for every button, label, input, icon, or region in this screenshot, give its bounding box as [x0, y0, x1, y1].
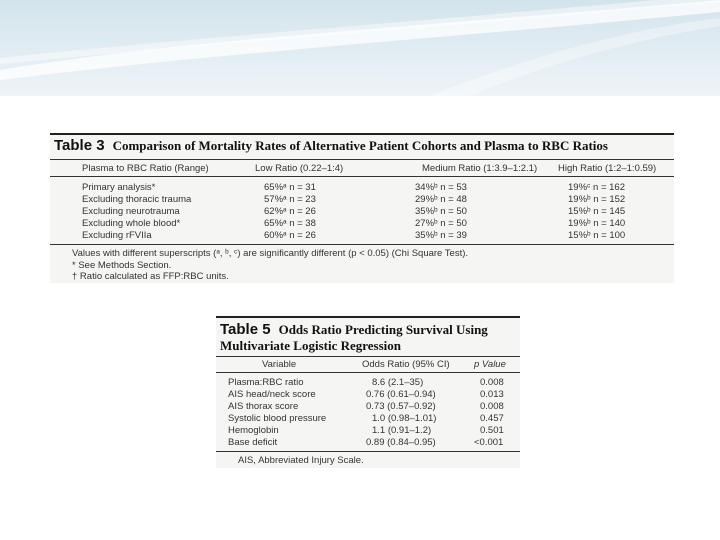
- table-row-label: AIS head/neck score: [228, 389, 316, 400]
- table-cell: 15%ᵇ n = 145: [568, 206, 626, 217]
- header-banner: [0, 0, 720, 96]
- table-cell: 57%ᵃ n = 23: [264, 194, 316, 205]
- table-cell: 62%ᵃ n = 26: [264, 206, 316, 217]
- table-cell: 35%ᵇ n = 50: [415, 206, 467, 217]
- table-cell: 0.501: [480, 425, 504, 436]
- table-cell: 19%ᵇ n = 152: [568, 194, 626, 205]
- table-cell: 0.008: [480, 401, 504, 412]
- decorative-swoosh: [0, 0, 720, 96]
- table-5-label: Table 5: [220, 321, 271, 338]
- table-cell: 34%ᵇ n = 53: [415, 182, 467, 193]
- table-row-label: Base deficit: [228, 437, 278, 448]
- table-3: [50, 133, 674, 283]
- table-5-caption-line1: Odds Ratio Predicting Survival Using: [278, 322, 488, 337]
- table-3-title: [54, 137, 608, 157]
- table-5-header-rule-bottom: [216, 372, 520, 373]
- table-cell: 0.73 (0.57–0.92): [366, 401, 436, 412]
- table-5-footnote: AIS, Abbreviated Injury Scale.: [238, 455, 364, 466]
- table-row-label: Excluding rFVIIa: [82, 230, 152, 241]
- table-cell: 0.013: [480, 389, 504, 400]
- table-row-label: Plasma:RBC ratio: [228, 377, 304, 388]
- table-3-bottom-rule: [50, 244, 674, 245]
- table-3-caption: Comparison of Mortality Rates of Alternative Patient Cohorts and Plasma to RBC Ratios: [112, 138, 608, 153]
- table-cell: 29%ᵇ n = 48: [415, 194, 467, 205]
- table-3-header-rule-top: [50, 159, 674, 160]
- table-cell: 0.89 (0.84–0.95): [366, 437, 436, 448]
- table-cell: 0.76 (0.61–0.94): [366, 389, 436, 400]
- table-cell: 27%ᵇ n = 50: [415, 218, 467, 229]
- table-row-label: Hemoglobin: [228, 425, 279, 436]
- table-row-label: Excluding neurotrauma: [82, 206, 180, 217]
- table-5-col-header: Variable: [262, 359, 297, 370]
- table-cell: 35%ᵇ n = 39: [415, 230, 467, 241]
- table-3-label: Table 3: [54, 137, 105, 154]
- table-5-col-header: p Value: [474, 359, 506, 370]
- table-cell: 19%ᶜ n = 162: [568, 182, 625, 193]
- table-cell: 1.0 (0.98–1.01): [372, 413, 437, 424]
- table-3-col-header: Plasma to RBC Ratio (Range): [82, 163, 209, 174]
- table-cell: 65%ᵃ n = 38: [264, 218, 316, 229]
- table-3-col-header: Low Ratio (0.22–1:4): [255, 163, 344, 174]
- table-row-label: AIS thorax score: [228, 401, 299, 412]
- table-row-label: Excluding thoracic trauma: [82, 194, 192, 205]
- table-3-footnote: † Ratio calculated as FFP:RBC units.: [72, 271, 229, 282]
- table-cell: 0.457: [480, 413, 504, 424]
- table-cell: 0.008: [480, 377, 504, 388]
- table-cell: 60%ᵃ n = 26: [264, 230, 316, 241]
- table-3-col-header: Medium Ratio (1:3.9–1:2.1): [422, 163, 538, 174]
- table-3-footnote: Values with different superscripts (ᵃ, ᵇ, ᶜ) are significantly different (p < 0.05) (Chi Square Test).: [72, 248, 469, 259]
- table-row-label: Systolic blood pressure: [228, 413, 327, 424]
- table-5-col-header: Odds Ratio (95% CI): [362, 359, 450, 370]
- table-5-caption-line2: Multivariate Logistic Regression: [220, 338, 402, 353]
- table-5: [216, 316, 520, 468]
- table-3-footnote: * See Methods Section.: [72, 260, 172, 271]
- table-cell: 1.1 (0.91–1.2): [372, 425, 432, 436]
- table-row-label: Excluding whole blood*: [82, 218, 181, 229]
- table-5-bottom-rule: [216, 451, 520, 452]
- table-cell: 65%ᵃ n = 31: [264, 182, 316, 193]
- table-cell: 15%ᵇ n = 100: [568, 230, 626, 241]
- table-3-col-header: High Ratio (1:2–1:0.59): [558, 163, 657, 174]
- table-5-header-rule-top: [216, 356, 520, 357]
- table-cell: <0.001: [474, 437, 504, 448]
- table-cell: 8.6 (2.1–35): [372, 377, 424, 388]
- table-3-header-rule-bottom: [50, 176, 674, 177]
- table-row-label: Primary analysis*: [82, 182, 156, 193]
- table-cell: 19%ᵇ n = 140: [568, 218, 626, 229]
